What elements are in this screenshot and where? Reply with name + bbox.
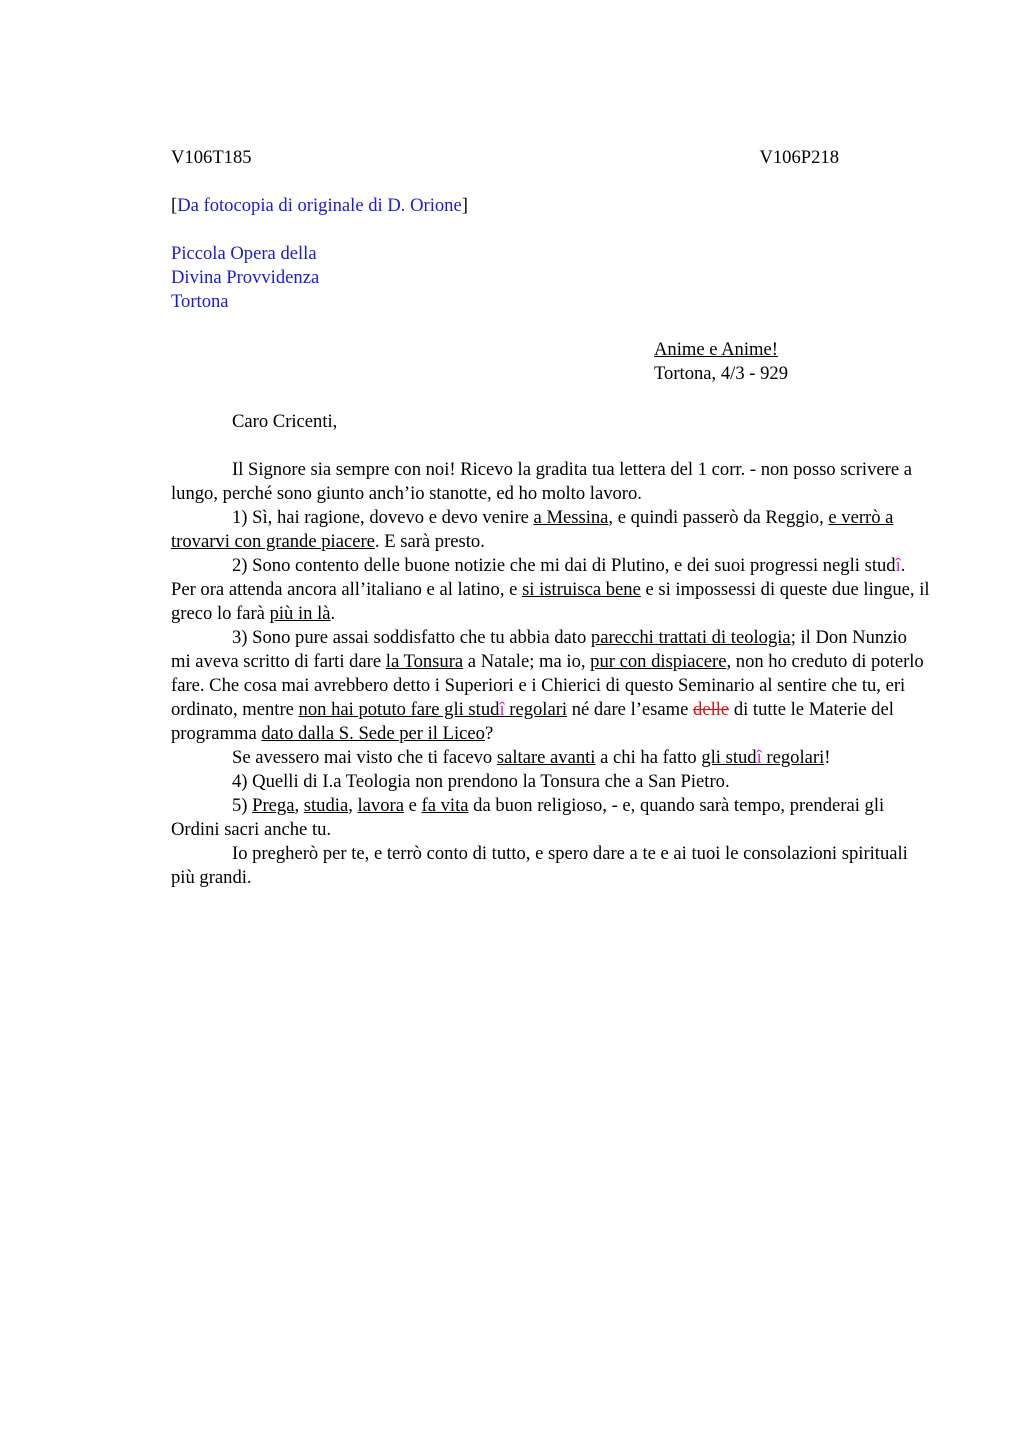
- left-code: V106T185: [171, 147, 252, 168]
- letterhead-line-3: Tortona: [171, 291, 229, 312]
- paragraph-8: Io pregherò per te, e terrò conto di tutto, e spero dare a te e ai tuoi le consolazioni spirituali più grandi.: [171, 843, 908, 888]
- letterhead: [171, 242, 931, 314]
- struck-word: delle: [693, 699, 730, 720]
- letter-body: [171, 458, 931, 890]
- motto: Anime e Anime!: [654, 339, 778, 360]
- paragraph-5: Se avessero mai visto che ti facevo saltare avanti a chi ha fatto gli studî regolari!: [232, 747, 831, 768]
- right-code: V106P218: [759, 147, 839, 168]
- paragraph-7: 5) Prega, studia, lavora e fa vita da buon religioso, - e, quando sarà tempo, prenderai gli Ordini sacri anche tu.: [171, 795, 885, 840]
- paragraph-3: 2) Sono contento delle buone notizie che mi dai di Plutino, e dei suoi progressi negli studî. Per ora attenda ancora all’italiano e al latino, e si istruisca bene e si impossessi di queste due lingue, il greco lo farà più in là.: [171, 555, 930, 624]
- source-note-text: Da fotocopia di originale di D. Orione: [177, 195, 462, 216]
- letterhead-line-2: Divina Provvidenza: [171, 267, 320, 288]
- paragraph-1: Il Signore sia sempre con noi! Ricevo la gradita tua lettera del 1 corr. - non posso scrivere a lungo, perché sono giunto anch’io stanotte, ed ho molto lavoro.: [171, 459, 912, 504]
- paragraph-2: 1) Sì, hai ragione, dovevo e devo venire a Messina, e quindi passerò da Reggio, e verrò a trovarvi con grande piacere. E sarà presto.: [171, 507, 894, 552]
- paragraph-4: 3) Sono pure assai soddisfatto che tu abbia dato parecchi trattati di teologia; il Don Nunzio mi aveva scritto di farti dare la Tonsura a Natale; ma io, pur con dispiacere, non ho creduto di poterlo fare. Che cosa mai avrebbero detto i Superiori e i Chierici di questo Seminario al sentire che tu, eri ordinato, mentre non hai potuto fare gli studî regolari né dare l’esame delle di tutte le Materie del programma dato dalla S. Sede per il Liceo?: [171, 627, 924, 744]
- letter-page: [171, 146, 931, 890]
- paragraph-6: 4) Quelli di I.a Teologia non prendono la Tonsura che a San Pietro.: [232, 771, 730, 792]
- source-note: [171, 194, 931, 218]
- dateline: [654, 338, 931, 386]
- header-codes: [171, 146, 839, 170]
- source-note-close-bracket: ]: [461, 195, 468, 216]
- source-note-open-bracket: [: [171, 195, 178, 216]
- salutation: Caro Cricenti,: [232, 411, 338, 432]
- place-date: Tortona, 4/3 - 929: [654, 363, 788, 384]
- letterhead-line-1: Piccola Opera della: [171, 243, 317, 264]
